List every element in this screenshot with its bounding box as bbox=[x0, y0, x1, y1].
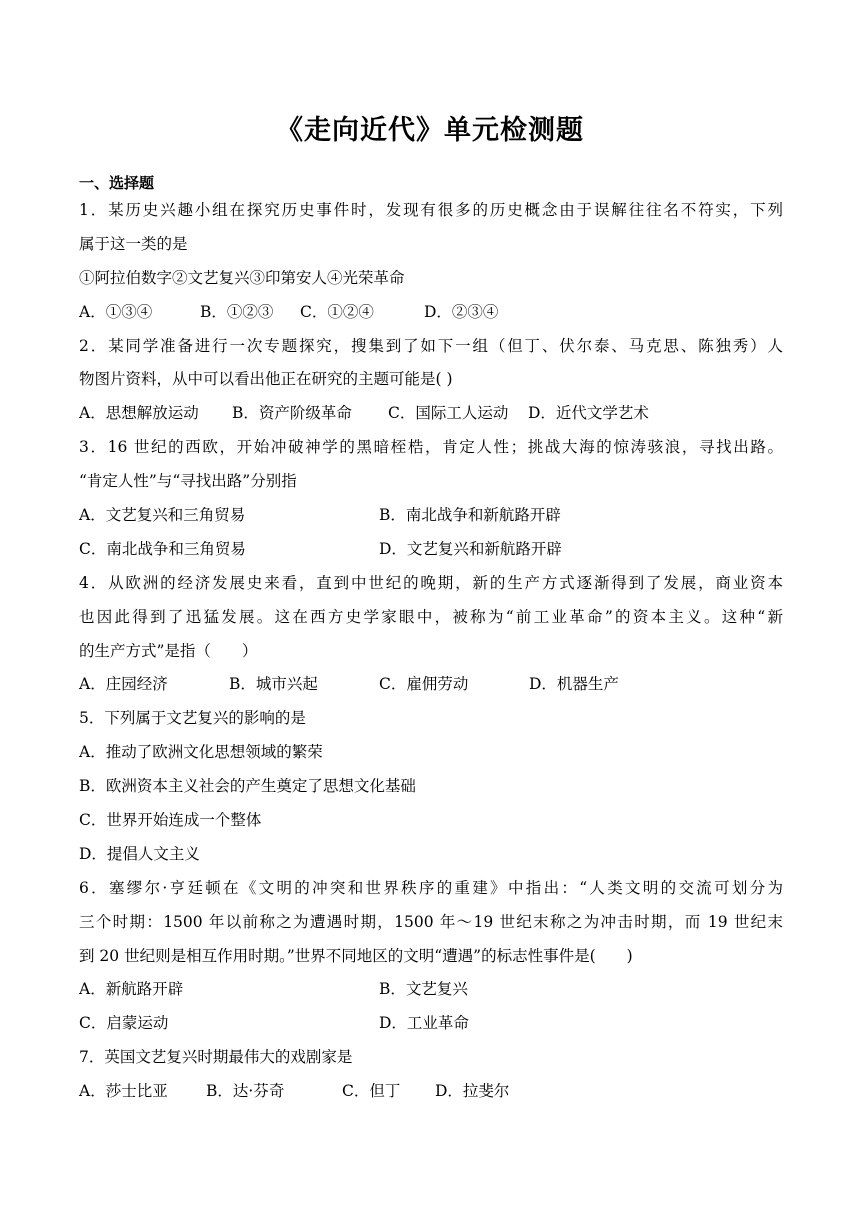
page-title: 《走向近代》单元检测题 bbox=[276, 115, 584, 146]
option-b[interactable]: B．达·芬奇 bbox=[206, 1082, 285, 1101]
option-a[interactable]: A．思想解放运动 bbox=[79, 404, 199, 423]
option-b[interactable]: B．①②③ bbox=[200, 302, 274, 321]
option-c[interactable]: C．但丁 bbox=[342, 1082, 401, 1101]
question-6-text-cont: 三个时期：1500 年以前称之为遭遇时期，1500 年～19 世纪末称之为冲击时期，而 19 世纪末 bbox=[79, 912, 783, 931]
option-d[interactable]: D．机器生产 bbox=[529, 675, 619, 694]
option-c[interactable]: C．国际工人运动 bbox=[388, 404, 509, 423]
option-b[interactable]: B．资产阶级革命 bbox=[232, 404, 352, 423]
question-2-text-cont: 物图片资料，从中可以看出他正在研究的主题可能是( ) bbox=[79, 370, 453, 389]
question-3-options-row2 bbox=[79, 533, 783, 567]
question-6-options-row2 bbox=[79, 1007, 783, 1041]
option-a[interactable]: A．莎士比亚 bbox=[79, 1082, 168, 1101]
question-5-text: 5．下列属于文艺复兴的影响的是 bbox=[79, 709, 306, 728]
option-d[interactable]: D．拉斐尔 bbox=[435, 1082, 510, 1101]
question-7-text: 7．英国文艺复兴时期最伟大的戏剧家是 bbox=[79, 1048, 353, 1067]
option-b[interactable]: B．南北战争和新航路开辟 bbox=[379, 506, 561, 525]
question-4-text-cont: 也因此得到了迅猛发展。这在西方史学家眼中，被称为“前工业革命”的资本主义。这种“新 bbox=[79, 607, 783, 626]
question-1-items: ①阿拉伯数字②文艺复兴③印第安人④光荣革命 bbox=[79, 268, 405, 287]
option-b[interactable]: B．欧洲资本主义社会的产生奠定了思想文化基础 bbox=[79, 777, 416, 796]
option-c[interactable]: C．雇佣劳动 bbox=[379, 675, 469, 694]
option-b[interactable]: B．文艺复兴 bbox=[379, 980, 468, 999]
option-d[interactable]: D．提倡人文主义 bbox=[79, 844, 200, 863]
option-c[interactable]: C．①②④ bbox=[300, 302, 374, 321]
option-c[interactable]: C．启蒙运动 bbox=[79, 1014, 169, 1033]
question-4-text: 4．从欧洲的经济发展史来看，直到中世纪的晚期，新的生产方式逐渐得到了发展，商业资本 bbox=[79, 573, 783, 592]
option-d[interactable]: D．近代文学艺术 bbox=[528, 404, 649, 423]
option-a[interactable]: A．推动了欧洲文化思想领域的繁荣 bbox=[79, 743, 323, 762]
question-1-text-cont: 属于这一类的是 bbox=[79, 234, 188, 253]
question-3-text: 3．16 世纪的西欧，开始冲破神学的黑暗桎梏，肯定人性；挑战大海的惊涛骇浪，寻找出路。 bbox=[79, 438, 783, 457]
question-4-text-end: 的生产方式”是指（ ） bbox=[79, 641, 258, 660]
question-3-options-row1 bbox=[79, 499, 783, 533]
question-1-options bbox=[79, 296, 783, 330]
question-6-text: 6．塞缪尔·亨廷顿在《文明的冲突和世界秩序的重建》中指出：“人类文明的交流可划分为 bbox=[79, 878, 783, 897]
option-d[interactable]: D．工业革命 bbox=[379, 1014, 469, 1033]
option-d[interactable]: D．文艺复兴和新航路开辟 bbox=[379, 539, 562, 558]
question-7-options bbox=[79, 1075, 783, 1109]
option-a[interactable]: A．庄园经济 bbox=[79, 675, 168, 694]
question-6-text-end: 到 20 世纪则是相互作用时期。”世界不同地区的文明“遭遇”的标志性事件是( ) bbox=[79, 946, 633, 965]
question-6-options-row1 bbox=[79, 973, 783, 1007]
question-1-text: 1．某历史兴趣小组在探究历史事件时，发现有很多的历史概念由于误解往往名不符实，下列 bbox=[79, 201, 783, 219]
section-heading: 一、选择题 bbox=[79, 174, 155, 192]
question-2-text: 2．某同学准备进行一次专题探究，搜集到了如下一组（但丁、伏尔泰、马克思、陈独秀）人 bbox=[79, 336, 783, 355]
question-3-text-cont: “肯定人性”与“寻找出路”分别指 bbox=[79, 472, 297, 491]
option-c[interactable]: C．南北战争和三角贸易 bbox=[79, 539, 246, 558]
option-d[interactable]: D．②③④ bbox=[424, 302, 499, 321]
option-b[interactable]: B．城市兴起 bbox=[229, 675, 318, 694]
option-a[interactable]: A．文艺复兴和三角贸易 bbox=[79, 506, 246, 525]
question-2-options bbox=[79, 397, 783, 431]
option-c[interactable]: C．世界开始连成一个整体 bbox=[79, 811, 262, 830]
question-list bbox=[79, 172, 783, 1109]
question-4-options bbox=[79, 668, 783, 702]
option-a[interactable]: A．①③④ bbox=[79, 302, 153, 321]
option-a[interactable]: A．新航路开辟 bbox=[79, 980, 184, 999]
